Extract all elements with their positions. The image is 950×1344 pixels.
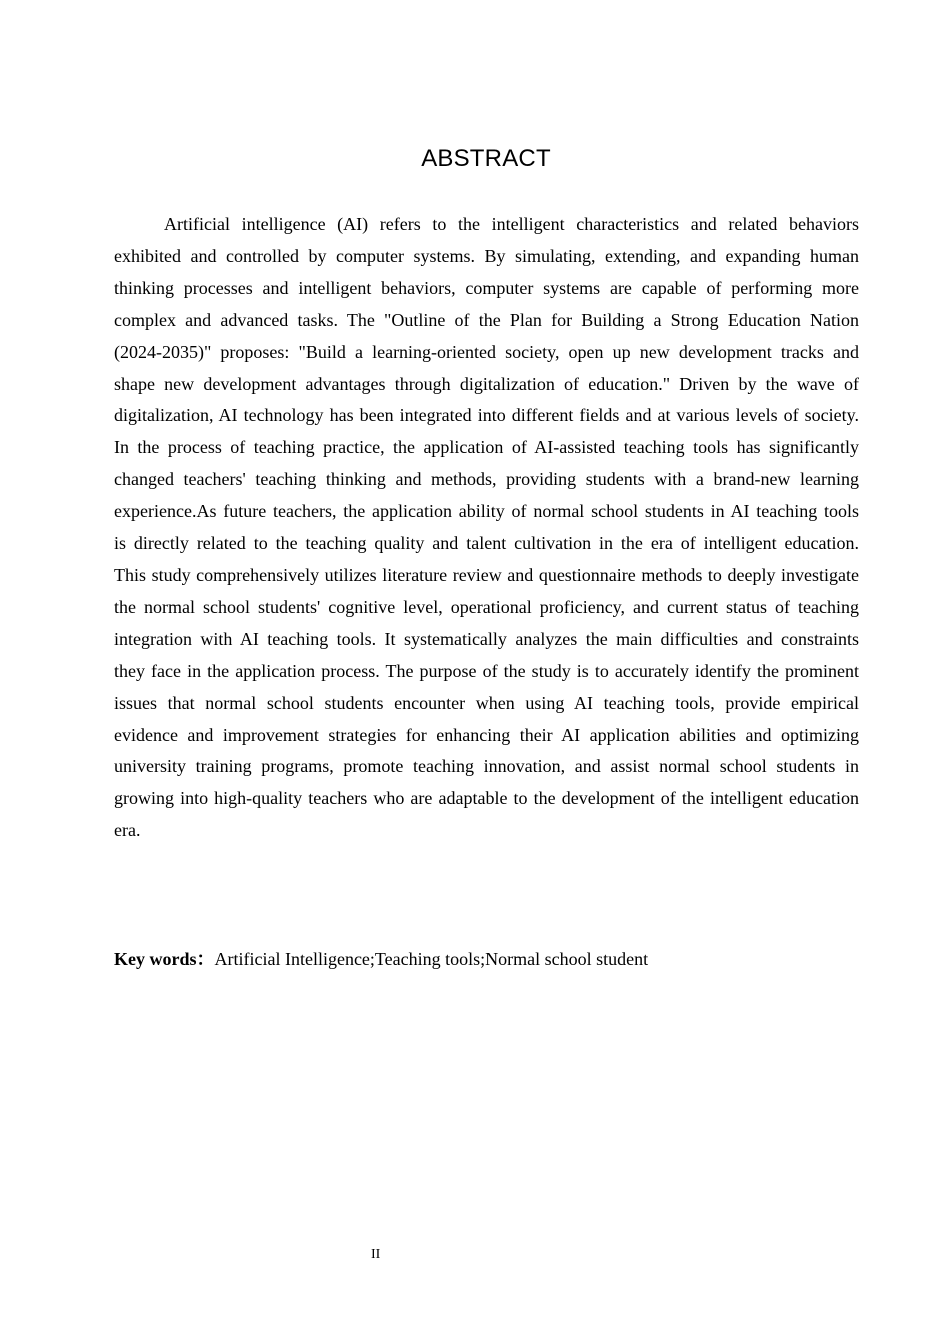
- keywords-value: Artificial Intelligence;Teaching tools;Normal school student: [214, 949, 649, 969]
- keywords-label: Key words：: [114, 949, 215, 969]
- keywords-line: [114, 944, 859, 975]
- page-number: II: [371, 1247, 381, 1262]
- abstract-title: ABSTRACT: [421, 145, 551, 172]
- abstract-body: Artificial intelligence (AI) refers to the intelligent characteristics and related behaviors exhibited and controlled by computer systems. By simulating, extending, and expanding human thinking processes and intelligent behaviors, computer systems are capable of performing more complex and advanced tasks. The "Outline of the Plan for Building a Strong Education Nation (2024-2035)" proposes: "Build a learning-oriented society, open up new development tracks and shape new development advantages through digitalization of education." Driven by the wave of digitalization, AI technology has been integrated into different fields and at various levels of society. In the process of teaching practice, the application of AI-assisted teaching tools has significantly changed teachers' teaching thinking and methods, providing students with a brand-new learning experience.As future teachers, the application ability of normal school students in AI teaching tools is directly related to the teaching quality and talent cultivation in the era of intelligent education. This study comprehensively utilizes literature review and questionnaire methods to deeply investigate the normal school students' cognitive level, operational proficiency, and current status of teaching integration with AI teaching tools. It systematically analyzes the main difficulties and constraints they face in the application process. The purpose of the study is to accurately identify the prominent issues that normal school students encounter when using AI teaching tools, provide empirical evidence and improvement strategies for enhancing their AI application abilities and optimizing university training programs, promote teaching innovation, and assist normal school students in growing into high-quality teachers who are adaptable to the development of the intelligent education era.: [114, 214, 859, 841]
